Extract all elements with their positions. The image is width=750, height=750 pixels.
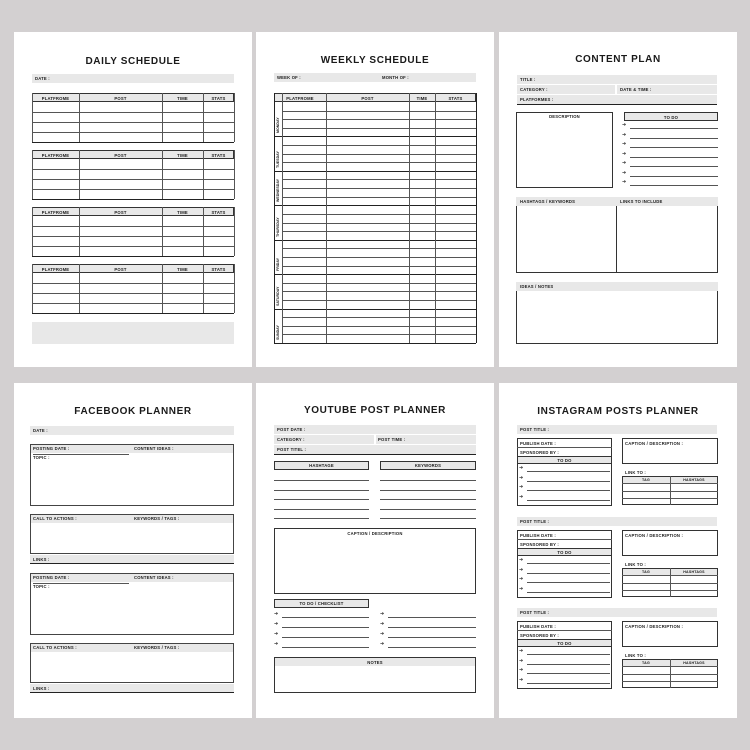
post-time-label: POST TIME : xyxy=(378,437,406,442)
table-row xyxy=(282,128,476,129)
keyword-line xyxy=(380,480,476,481)
publish-box[interactable] xyxy=(517,530,612,598)
publish-box[interactable] xyxy=(517,621,612,689)
ideas-label: IDEAS / NOTES xyxy=(520,284,554,289)
keyword-line xyxy=(380,490,476,491)
table-row xyxy=(282,119,476,120)
column-header: STATS xyxy=(448,95,463,101)
table-row xyxy=(282,223,476,224)
arrow-icon: ➜ xyxy=(519,657,524,664)
todo-item xyxy=(388,627,476,628)
todo-label: TO DO xyxy=(663,115,679,120)
todo-item xyxy=(527,563,610,564)
hashtage-line xyxy=(274,509,369,510)
notes-label: NOTES xyxy=(367,660,383,665)
post-title-label: POST TITEL : xyxy=(277,447,307,452)
table-row xyxy=(282,334,476,335)
table-row xyxy=(282,257,476,258)
arrow-icon: ➜ xyxy=(519,585,524,592)
page-title: WEEKLY SCHEDULE xyxy=(320,55,430,66)
post-title-label: POST TITLE : xyxy=(520,610,550,615)
links-label: LINKS TO INCLUDE xyxy=(620,199,663,204)
table-row xyxy=(282,162,476,163)
hashtage-label: HASHTAGE xyxy=(309,463,334,468)
keyword-line xyxy=(380,509,476,510)
call-actions-label: CALL TO ACTIONS : xyxy=(33,516,77,521)
day-label: WEDNESDAY xyxy=(275,179,280,203)
arrow-icon: ➜ xyxy=(274,611,279,617)
todo-item xyxy=(282,647,369,648)
list-item xyxy=(630,147,718,148)
column-header: POST xyxy=(114,152,127,158)
hashtage-line xyxy=(274,490,369,491)
page-title: DAILY SCHEDULE xyxy=(85,56,181,67)
publish-date-label: PUBLISH DATE : xyxy=(520,624,556,629)
arrow-icon: ➜ xyxy=(622,131,627,138)
caption-label: CAPTION / DESCRIPTION : xyxy=(625,441,684,446)
table-row xyxy=(282,197,476,198)
day-label: THURSDAY xyxy=(275,217,280,237)
arrow-icon: ➜ xyxy=(380,641,385,647)
column-header: STATS xyxy=(211,152,226,158)
title-label: TITLE : xyxy=(520,77,536,82)
description-label: DESCRIPTION xyxy=(549,114,580,119)
day-label: FRIDAY xyxy=(275,258,280,272)
content-ideas-label: CONTENT IDEAS : xyxy=(134,446,174,451)
column-header: PLATFROME xyxy=(41,152,70,158)
column-header: STATS xyxy=(211,95,226,101)
publish-date-label: PUBLISH DATE : xyxy=(520,441,556,446)
arrow-icon: ➜ xyxy=(519,576,524,582)
page-title: CONTENT PLAN xyxy=(575,54,661,65)
todo-item xyxy=(527,582,610,583)
description-box[interactable] xyxy=(516,112,613,188)
arrow-icon: ➜ xyxy=(519,566,524,573)
daily-schedule-page xyxy=(14,32,252,367)
todo-item xyxy=(527,673,610,674)
day-label: MONDAY xyxy=(275,117,280,134)
column-header: TIME xyxy=(177,95,188,101)
todo-item xyxy=(527,683,610,684)
list-item xyxy=(630,166,718,167)
arrow-icon: ➜ xyxy=(622,150,627,157)
link-label: LINK TO : xyxy=(625,562,647,567)
table-row xyxy=(282,214,476,215)
todo-item xyxy=(527,500,610,501)
hashtags-label: HASHTAGS xyxy=(683,661,705,665)
sponsored-label: SPONSORED BY : xyxy=(520,633,560,638)
youtube-planner-page xyxy=(256,383,494,718)
keywords-tags-label: KEYWORDS / TAGS : xyxy=(134,645,180,650)
page-title: YOUTUBE POST PLANNER xyxy=(303,405,446,416)
tag-label: TAG xyxy=(642,570,650,574)
call-actions-label: CALL TO ACTIONS : xyxy=(33,645,77,650)
topic-box[interactable] xyxy=(30,444,234,506)
column-header: POST xyxy=(114,266,127,272)
category-label: CATEGORY : xyxy=(520,87,548,92)
call-actions-box[interactable] xyxy=(30,643,234,683)
hashtags-label: HASHTAGS / KEYWORDS xyxy=(520,199,576,204)
posting-date-label: POSTING DATE : xyxy=(33,446,70,451)
todo-item xyxy=(527,471,610,472)
content-ideas-label: CONTENT IDEAS : xyxy=(134,575,174,580)
week-of-label: WEEK OF : xyxy=(277,75,301,80)
hashtage-line xyxy=(274,499,369,500)
title-field[interactable] xyxy=(517,75,717,84)
list-item xyxy=(630,176,718,177)
arrow-icon: ➜ xyxy=(380,621,385,627)
table-row xyxy=(282,179,476,180)
tag-label: TAG xyxy=(642,661,650,665)
column-header: STATS xyxy=(211,266,226,272)
table-row xyxy=(282,111,476,112)
arrow-icon: ➜ xyxy=(519,465,524,471)
month-of-label: MONTH OF : xyxy=(382,75,409,80)
posting-date-label: POSTING DATE : xyxy=(33,575,70,580)
arrow-icon: ➜ xyxy=(519,557,524,563)
arrow-icon: ➜ xyxy=(622,141,627,147)
content-plan-page xyxy=(499,32,737,367)
hashtags-label: HASHTAGS xyxy=(683,570,705,574)
table-row xyxy=(282,326,476,327)
day-label: SATURDAY xyxy=(275,286,280,306)
arrow-icon: ➜ xyxy=(622,169,627,176)
arrow-icon: ➜ xyxy=(380,631,385,637)
weekly-schedule-page xyxy=(256,32,494,367)
schedule-table xyxy=(32,93,234,142)
week-grid xyxy=(274,93,476,343)
table-row xyxy=(32,199,234,200)
tag-label: TAG xyxy=(642,478,650,482)
table-row xyxy=(282,300,476,301)
todo-item xyxy=(527,664,610,665)
links-bar xyxy=(30,555,234,563)
todo-item xyxy=(282,637,369,638)
day-label: TUESDAY xyxy=(275,151,280,168)
keywords-tags-label: KEYWORDS / TAGS : xyxy=(134,516,180,521)
sponsored-label: SPONSORED BY : xyxy=(520,542,560,547)
column-header: TIME xyxy=(416,95,428,101)
column-header: POST xyxy=(114,95,127,101)
column-header: TIME xyxy=(177,266,188,272)
column-header: PLATFROME xyxy=(41,95,70,101)
arrow-icon: ➜ xyxy=(274,631,279,637)
date-label: DATE : xyxy=(33,428,48,433)
schedule-table xyxy=(32,264,234,313)
links-label: LINKS : xyxy=(33,686,50,691)
topic-label: TOPIC : xyxy=(33,584,50,589)
table-row xyxy=(32,256,234,257)
caption-label: CAPTION / DESCRIPTION : xyxy=(625,533,684,538)
todo-item xyxy=(388,617,476,618)
publish-box[interactable] xyxy=(517,438,612,506)
table-row xyxy=(282,154,476,155)
list-item xyxy=(630,157,718,158)
list-item xyxy=(630,128,718,129)
keyword-line xyxy=(380,518,476,519)
links-bar xyxy=(30,684,234,692)
column-header: PLATFROME xyxy=(286,95,314,101)
footer-notes-box[interactable] xyxy=(32,322,234,344)
schedule-table xyxy=(32,150,234,199)
column-header: STATS xyxy=(211,209,226,215)
page-title: INSTAGRAM POSTS PLANNER xyxy=(537,406,699,417)
table-row xyxy=(282,291,476,292)
todo-item xyxy=(527,573,610,574)
sponsored-label: SPONSORED BY : xyxy=(520,450,560,455)
arrow-icon: ➜ xyxy=(519,676,524,683)
table-row xyxy=(32,313,234,314)
facebook-planner-page xyxy=(14,383,252,718)
list-item xyxy=(630,138,718,139)
caption-box[interactable] xyxy=(274,528,476,594)
column-header: PLATFROME xyxy=(41,266,70,272)
todo-item xyxy=(388,647,476,648)
arrow-icon: ➜ xyxy=(519,648,524,654)
arrow-icon: ➜ xyxy=(519,667,524,673)
link-label: LINK TO : xyxy=(625,653,647,658)
platforms-label: PLATFORMES : xyxy=(520,97,554,102)
caption-label: CAPTION / DESCRIPTION xyxy=(347,531,403,536)
instagram-planner-page xyxy=(499,383,737,718)
todo-item xyxy=(527,592,610,593)
arrow-icon: ➜ xyxy=(622,160,627,166)
keyword-line xyxy=(380,499,476,500)
post-title-label: POST TITLE : xyxy=(520,427,550,432)
column-header: POST xyxy=(114,209,127,215)
column-header: TIME xyxy=(177,209,188,215)
column-header: TIME xyxy=(177,152,188,158)
todo-item xyxy=(527,654,610,655)
date-label: DATE : xyxy=(35,76,50,81)
column-header: PLATFROME xyxy=(41,209,70,215)
links-box[interactable] xyxy=(616,206,718,273)
topic-label: TOPIC : xyxy=(33,455,50,460)
arrow-icon: ➜ xyxy=(274,641,279,647)
date-field[interactable] xyxy=(32,74,234,83)
todo-label: TO DO xyxy=(557,458,572,463)
publish-date-label: PUBLISH DATE : xyxy=(520,533,556,538)
table-row xyxy=(282,188,476,189)
hashtags-label: HASHTAGS xyxy=(683,478,705,482)
todo-label: TO DO / CHECKLIST xyxy=(299,601,344,606)
links-label: LINKS : xyxy=(33,557,50,562)
hashtage-line xyxy=(274,480,369,481)
arrow-icon: ➜ xyxy=(622,122,627,128)
todo-item xyxy=(388,637,476,638)
arrow-icon: ➜ xyxy=(519,474,524,481)
arrow-icon: ➜ xyxy=(274,621,279,627)
table-row xyxy=(32,142,234,143)
arrow-icon: ➜ xyxy=(519,493,524,500)
link-label: LINK TO : xyxy=(625,470,647,475)
post-title-label: POST TITLE : xyxy=(520,519,550,524)
todo-item xyxy=(527,490,610,491)
arrow-icon: ➜ xyxy=(380,611,385,617)
table-row xyxy=(282,266,476,267)
hashtage-line xyxy=(274,518,369,519)
todo-label: TO DO xyxy=(557,550,572,555)
datetime-label: DATE & TIME : xyxy=(620,87,652,92)
table-row xyxy=(282,248,476,249)
page-title: FACEBOOK PLANNER xyxy=(74,406,192,417)
week-of-field[interactable] xyxy=(274,73,476,82)
post-date-label: POST DATE : xyxy=(277,427,306,432)
list-item xyxy=(630,185,718,186)
ideas-box[interactable] xyxy=(516,291,718,344)
table-row xyxy=(282,231,476,232)
keywords-label: KEYWORDS xyxy=(414,463,442,468)
topic-box[interactable] xyxy=(30,573,234,635)
todo-item xyxy=(282,627,369,628)
table-row xyxy=(282,317,476,318)
todo-item xyxy=(527,481,610,482)
arrow-icon: ➜ xyxy=(622,179,627,185)
call-actions-box[interactable] xyxy=(30,514,234,554)
date-field[interactable] xyxy=(30,426,234,435)
arrow-icon: ➜ xyxy=(519,484,524,490)
table-row xyxy=(282,283,476,284)
column-header: POST xyxy=(361,95,374,101)
hashtags-box[interactable] xyxy=(516,206,617,273)
table-row xyxy=(282,145,476,146)
schedule-table xyxy=(32,207,234,256)
category-label: CATEGORY : xyxy=(277,437,305,442)
caption-label: CAPTION / DESCRIPTION : xyxy=(625,624,684,629)
day-label: SUNDAY xyxy=(275,325,280,340)
todo-item xyxy=(282,617,369,618)
todo-label: TO DO xyxy=(557,641,572,646)
